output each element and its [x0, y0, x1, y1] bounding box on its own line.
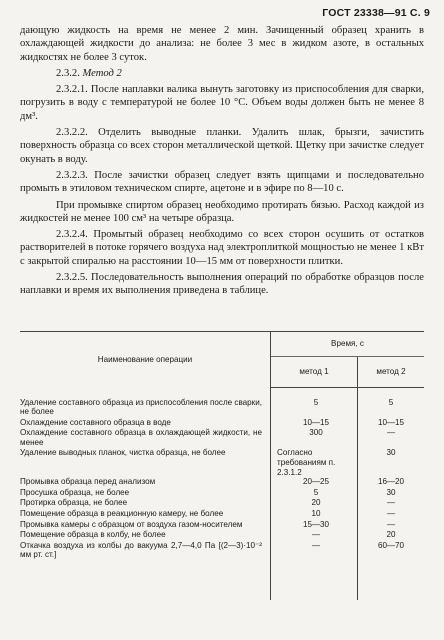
method1-cell: 20—25 [271, 477, 358, 488]
method1-cell: 15—30 [271, 520, 358, 531]
method2-cell: 16—20 [377, 477, 405, 487]
method1-cell: 300 [271, 428, 358, 448]
method2-cell: 5 [388, 398, 394, 407]
table-row [20, 418, 424, 429]
method1-cell: 20 [271, 498, 358, 509]
header-time: Время, с [271, 332, 425, 357]
method1-cell: — [271, 530, 358, 541]
operation-cell: Удаление составного образца из приспособления после сварки, не более [20, 388, 271, 418]
table-row [20, 520, 424, 531]
paragraph-2-3-2-3: 2.3.2.3. После зачистки образец следует взять щипцами и последовательно промыть в этиловом техническом спирте, ацетоне и в эфире по 8—10 с. [20, 169, 424, 195]
operation-cell: Охлаждение составного образца в охлаждающей жидкости, не менее [20, 428, 271, 448]
method1-cell: 10 [271, 509, 358, 520]
method1-cell: Согласно требованиям п. 2.3.1.2 [271, 448, 358, 477]
operations-table [20, 331, 424, 600]
page-header: ГОСТ 23338—91 С. 9 [322, 7, 430, 19]
table-row [20, 530, 424, 541]
section-heading-2-3-2 [20, 67, 424, 80]
header-operation-name: Наименование операции [20, 332, 271, 388]
paragraph-2-3-2-4: 2.3.2.4. Промытый образец необходимо со всех сторон осушить от остатков растворителей в потоке горячего воздуха над электроплиткой мощностью не менее 1 кВт с закрытой спиралью на расстоянии 10—15 мм от поверхности плитки. [20, 229, 424, 267]
method2-cell: 10—15 [377, 417, 405, 427]
operation-cell: Промывка образца перед анализом [20, 477, 271, 488]
method2-cell: 30 [386, 487, 396, 497]
method2-cell: — [386, 428, 396, 438]
paragraph-2-3-2-5: 2.3.2.5. Последовательность выполнения операций по обработке образцов после наплавки и время их выполнения приведена в таблице. [20, 272, 424, 297]
method2-cell: 30 [386, 448, 396, 458]
method2-cell: — [386, 498, 396, 508]
table-filler-row [20, 561, 424, 600]
paragraph-continuation: дающую жидкость на время не менее 2 мин. Зачищенный образец хранить в охлаждающей жидкости до анализа: не более 3 мес в жидком азоте, в остальных жидкостях не более 3 суток. [20, 25, 424, 63]
document-body [20, 24, 424, 298]
section-title: Метод 2 [82, 67, 122, 79]
operation-cell: Промывка камеры с образцом от воздуха газом-носителем [20, 520, 271, 531]
table-row [20, 541, 424, 561]
method1-cell: 5 [271, 488, 358, 499]
table-row [20, 388, 424, 418]
operation-cell: Удаление выводных планок, чистка образца, не более [20, 448, 271, 477]
method1-cell: 10—15 [271, 418, 358, 429]
method2-cell: 20 [386, 530, 396, 540]
table-row [20, 477, 424, 488]
operation-cell: Помещение образца в реакционную камеру, не более [20, 509, 271, 520]
header-method-2: метод 2 [358, 357, 425, 388]
operation-cell: Протирка образца, не более [20, 498, 271, 509]
operation-cell: Откачка воздуха из колбы до вакуума 2,7—4,0 Па [(2—3)·10⁻² мм рт. ст.] [20, 541, 271, 561]
paragraph-gauze-note: При промывке спиртом образец необходимо протирать бязью. Расход каждой из жидкостей не менее 100 см³ на четыре образца. [20, 199, 424, 224]
operation-cell: Охлаждение составного образца в воде [20, 418, 271, 429]
paragraph-2-3-2-2: 2.3.2.2. Отделить выводные планки. Удалить шлак, брызги, зачистить поверхность образца со всех сторон металлической щеткой. Щетку при зачистке следует окунать в воду. [20, 127, 424, 165]
table-row [20, 498, 424, 509]
section-number: 2.3.2. [56, 67, 80, 79]
method2-cell: — [386, 509, 396, 519]
paragraph-2-3-2-1: 2.3.2.1. После наплавки валика вынуть заготовку из приспособления для сварки, погрузить в воду с температурой не более 10 °C. Объем воды должен быть не менее 8 дм³. [20, 84, 424, 122]
table-row [20, 488, 424, 499]
method1-cell: 5 [271, 388, 358, 418]
table-row [20, 509, 424, 520]
header-method-1: метод 1 [271, 357, 358, 388]
table-row [20, 448, 424, 477]
method1-cell: — [271, 541, 358, 561]
table-row [20, 428, 424, 448]
method2-cell: 60—70 [377, 540, 405, 550]
operation-cell: Просушка образца, не более [20, 488, 271, 499]
method2-cell: — [386, 519, 396, 529]
operation-cell: Помещение образца в колбу, не более [20, 530, 271, 541]
